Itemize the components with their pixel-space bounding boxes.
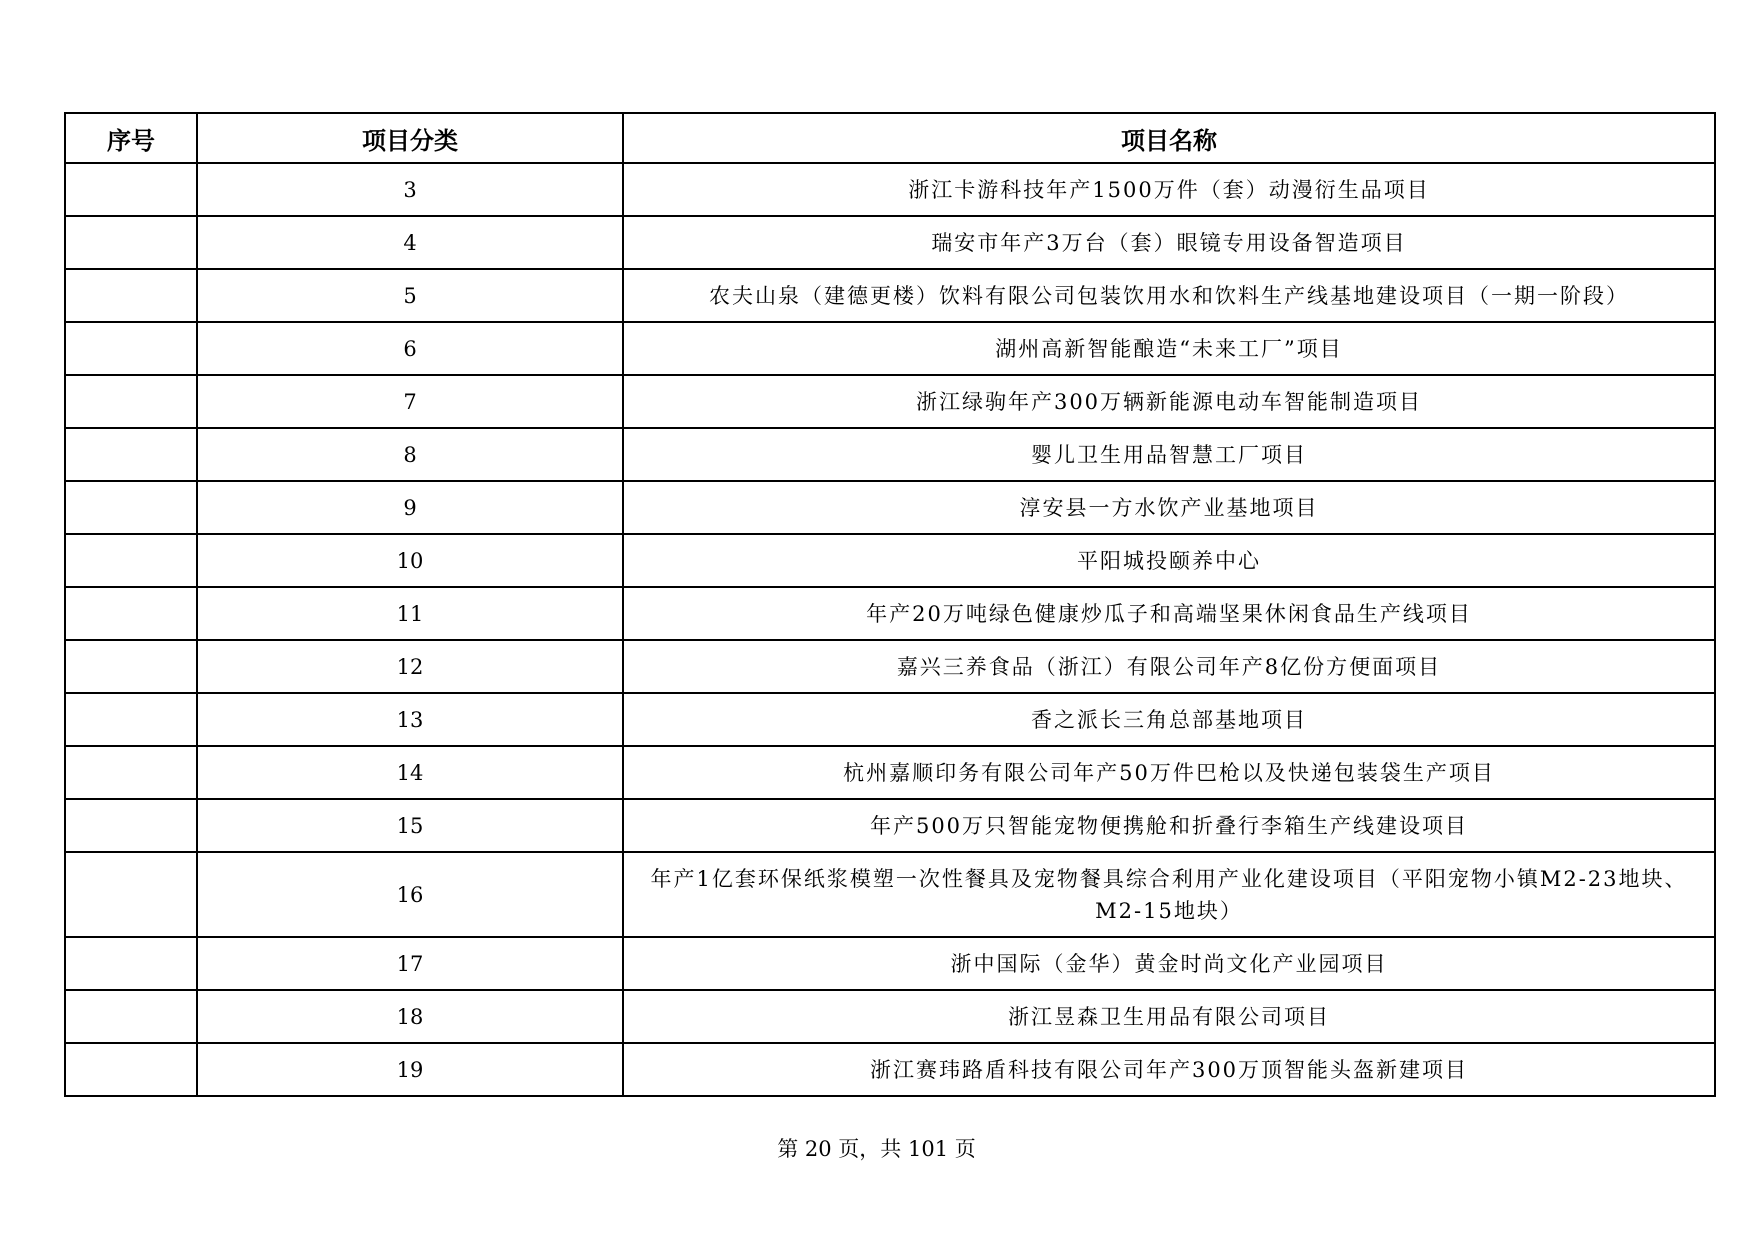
table-row	[65, 163, 1715, 216]
seq-cell	[65, 269, 197, 322]
seq-cell	[65, 428, 197, 481]
table-header-row	[65, 113, 1715, 163]
table-row	[65, 216, 1715, 269]
category-cell: 11	[197, 587, 623, 640]
page-footer: 第 20 页，共 101 页	[777, 1137, 976, 1161]
project-name-cell: 农夫山泉（建德更楼）饮料有限公司包装饮用水和饮料生产线基地建设项目（一期一阶段）	[623, 269, 1715, 322]
project-name-cell: 年产1亿套环保纸浆模塑一次性餐具及宠物餐具综合利用产业化建设项目（平阳宠物小镇M2-23地块、M2-15地块）	[623, 852, 1715, 937]
table-row	[65, 375, 1715, 428]
seq-cell	[65, 587, 197, 640]
project-name-cell: 瑞安市年产3万台（套）眼镜专用设备智造项目	[623, 216, 1715, 269]
table-row	[65, 428, 1715, 481]
category-cell: 5	[197, 269, 623, 322]
seq-cell	[65, 799, 197, 852]
seq-cell	[65, 481, 197, 534]
table-row	[65, 746, 1715, 799]
header-category: 项目分类	[197, 113, 623, 163]
table-row	[65, 481, 1715, 534]
header-name: 项目名称	[623, 113, 1715, 163]
table-row	[65, 322, 1715, 375]
seq-cell	[65, 322, 197, 375]
project-name-cell: 浙江卡游科技年产1500万件（套）动漫衍生品项目	[623, 163, 1715, 216]
project-name-cell: 湖州高新智能酿造“未来工厂”项目	[623, 322, 1715, 375]
seq-cell	[65, 693, 197, 746]
category-cell: 12	[197, 640, 623, 693]
category-cell: 10	[197, 534, 623, 587]
table-body	[65, 163, 1715, 1096]
project-name-cell: 浙江昱森卫生用品有限公司项目	[623, 990, 1715, 1043]
category-cell: 7	[197, 375, 623, 428]
table-row	[65, 693, 1715, 746]
project-name-cell: 嘉兴三养食品（浙江）有限公司年产8亿份方便面项目	[623, 640, 1715, 693]
category-cell: 15	[197, 799, 623, 852]
table-row	[65, 990, 1715, 1043]
seq-cell	[65, 1043, 197, 1096]
category-cell: 17	[197, 937, 623, 990]
table-row	[65, 587, 1715, 640]
seq-cell	[65, 375, 197, 428]
seq-cell	[65, 746, 197, 799]
category-cell: 6	[197, 322, 623, 375]
project-name-cell: 淳安县一方水饮产业基地项目	[623, 481, 1715, 534]
category-cell: 3	[197, 163, 623, 216]
category-cell: 4	[197, 216, 623, 269]
project-name-cell: 年产20万吨绿色健康炒瓜子和高端坚果休闲食品生产线项目	[623, 587, 1715, 640]
seq-cell	[65, 640, 197, 693]
category-cell: 14	[197, 746, 623, 799]
seq-cell	[65, 163, 197, 216]
table-row	[65, 799, 1715, 852]
project-name-cell: 浙江赛玮路盾科技有限公司年产300万顶智能头盔新建项目	[623, 1043, 1715, 1096]
project-name-cell: 平阳城投颐养中心	[623, 534, 1715, 587]
project-name-cell: 浙中国际（金华）黄金时尚文化产业园项目	[623, 937, 1715, 990]
seq-cell	[65, 937, 197, 990]
category-cell: 18	[197, 990, 623, 1043]
seq-cell	[65, 852, 197, 937]
category-cell: 19	[197, 1043, 623, 1096]
table-row	[65, 534, 1715, 587]
table-row	[65, 937, 1715, 990]
category-cell: 8	[197, 428, 623, 481]
project-name-cell: 婴儿卫生用品智慧工厂项目	[623, 428, 1715, 481]
table-row	[65, 1043, 1715, 1096]
header-seq: 序号	[65, 113, 197, 163]
seq-cell	[65, 534, 197, 587]
project-name-cell: 香之派长三角总部基地项目	[623, 693, 1715, 746]
seq-cell	[65, 990, 197, 1043]
project-name-cell: 杭州嘉顺印务有限公司年产50万件巴枪以及快递包装袋生产项目	[623, 746, 1715, 799]
category-cell: 13	[197, 693, 623, 746]
table-row	[65, 269, 1715, 322]
category-cell: 16	[197, 852, 623, 937]
table-row	[65, 852, 1715, 937]
project-table	[64, 112, 1716, 1097]
project-name-cell: 年产500万只智能宠物便携舱和折叠行李箱生产线建设项目	[623, 799, 1715, 852]
seq-cell	[65, 216, 197, 269]
category-cell: 9	[197, 481, 623, 534]
table-row	[65, 640, 1715, 693]
project-name-cell: 浙江绿驹年产300万辆新能源电动车智能制造项目	[623, 375, 1715, 428]
